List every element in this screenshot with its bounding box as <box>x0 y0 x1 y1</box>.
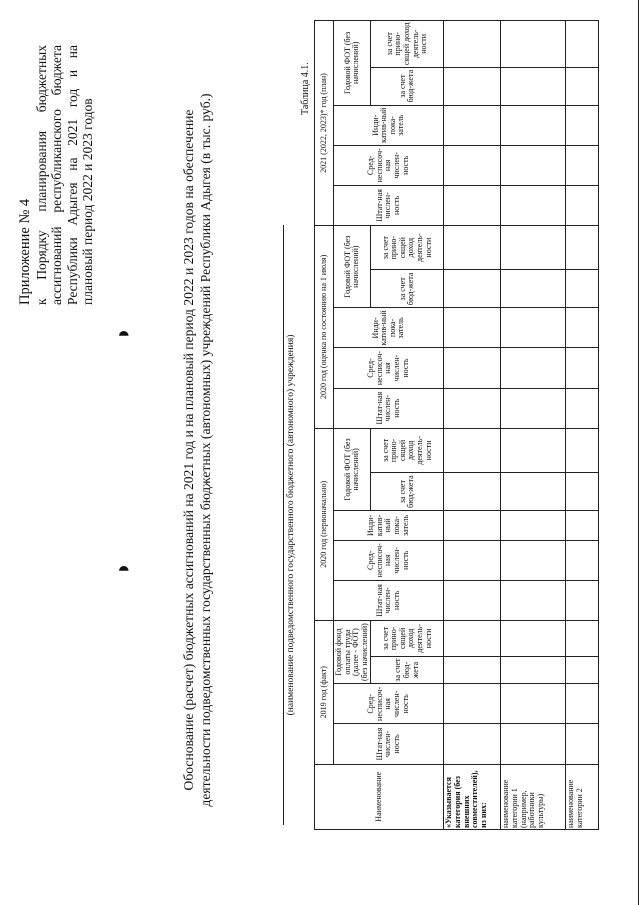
header-budget: за счет бюд-жета <box>371 270 444 308</box>
header-avg-count: Сред-несписоч-ная числен-ность <box>334 540 444 580</box>
hole-punch-mark: ◗ <box>110 561 135 575</box>
header-fot: Годовой ФОТ (без начислений) <box>334 428 371 510</box>
annex-title: Приложение № 4 <box>17 198 33 305</box>
org-name-caption: (наименование подведомственного государственного бюджетного (автономного) учреждения) <box>286 334 296 716</box>
title-line-2: деятельности подведомственных государственных бюджетных (автономных) учреждений Республики Адыгея (в тыс. руб.) <box>198 93 213 807</box>
header-fot: Годовой ФОТ (без начислений) <box>334 21 371 106</box>
header-staff: Штат-ная числен-ность <box>334 185 444 225</box>
header-avg-count: Сред-несписоч-ная числен-ность <box>334 145 444 185</box>
header-indicator: Инди-катив-ный пока-затель <box>334 308 444 348</box>
annex-text: к Порядку планирования бюджетных ассигнований республиканского бюджета Республики Адыгея на 2021 год и на плановый период 2022 и 2023 годов <box>33 45 95 305</box>
header-avg-count: Сред-несписоч-ная числен-ность <box>334 684 444 724</box>
document-title <box>180 90 214 810</box>
header-fot: Годовой фонд оплаты труда (далее - ФОТ) (без начислений) <box>334 620 371 683</box>
header-avg-count: Сред-несписоч-ная числен-ность <box>334 348 444 388</box>
table-number-label: Таблица 4.1. <box>300 62 311 115</box>
header-staff: Штат-ная числен-ность <box>334 388 444 428</box>
header-name: Наименование <box>315 764 444 829</box>
org-name-underline <box>283 225 284 825</box>
header-income: за счет прино-сящей доход деятель-ности <box>371 620 444 656</box>
title-line-1: Обоснование (расчет) бюджетных ассигнований на 2021 год и на плановый период 2022 и 2023 годов на обеспечение <box>181 109 196 791</box>
header-income: за счет прино-сящей доход деятель-ности <box>371 225 444 269</box>
header-fot: Годовой ФОТ (без начислений) <box>334 225 371 307</box>
table-header-row-periods <box>315 21 334 830</box>
header-period-2019: 2019 год (факт) <box>315 620 334 764</box>
header-budget: за счет бюд-жета <box>371 67 444 105</box>
table-row <box>501 21 566 830</box>
budget-table <box>314 20 599 830</box>
row-label: «Указывается категория (без внешних совместителей), из них: <box>444 764 501 829</box>
header-period-2020-estimate: 2020 год (оценка по состоянию на 1 июля) <box>315 225 334 428</box>
header-budget: за счет бюд-жета <box>371 656 444 683</box>
header-indicator: Инди-катив-ный пока-затель <box>334 511 444 541</box>
table-row <box>444 21 501 830</box>
header-staff: Штат-ная числен-ность <box>334 580 444 620</box>
header-income: за счет прино-сящей доход деятель-ности <box>371 21 444 68</box>
header-budget: за счет бюд-жета <box>371 473 444 511</box>
hole-punch-mark: ◗ <box>110 326 135 340</box>
row-label: наименование категории 2 <box>566 764 599 829</box>
header-indicator: Инди-катив-ный пока-затель <box>334 105 444 145</box>
table-row <box>566 21 599 830</box>
header-income: за счет прино-сящей доход деятель-ности <box>371 428 444 472</box>
row-label: наименование категории 1 (например, работники культуры) <box>501 764 566 829</box>
table-header-row-groups <box>334 21 371 830</box>
header-period-plan: 2021 (2022, 2023)* год (план) <box>315 21 334 226</box>
annex-block <box>18 45 96 305</box>
header-staff: Штат-ная числен-ность <box>334 724 444 764</box>
header-period-2020-initial: 2020 год (первоначально) <box>315 428 334 620</box>
